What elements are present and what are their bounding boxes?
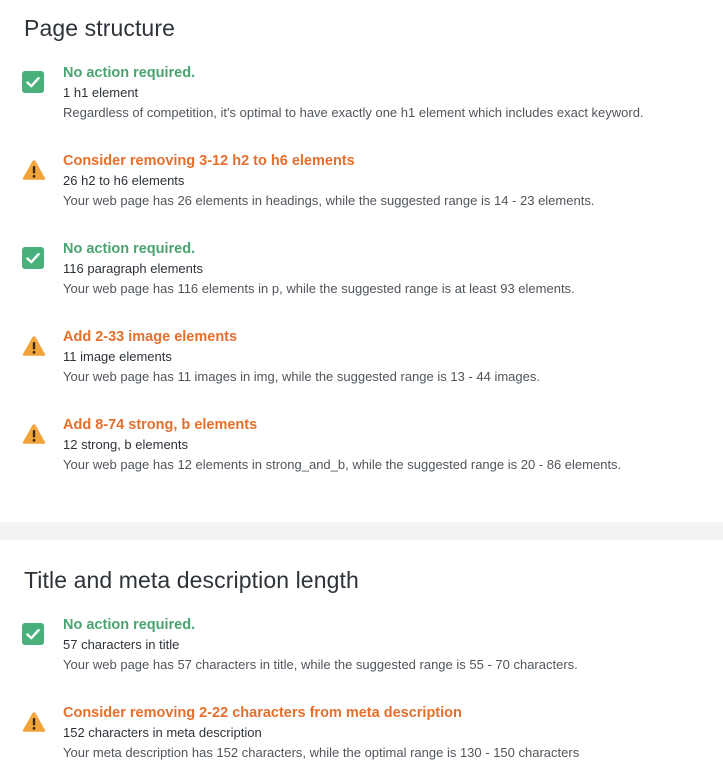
recommendation-detail: Your web page has 26 elements in headings, while the suggested range is 14 - 23 elements. — [63, 193, 595, 208]
warning-icon — [22, 423, 46, 445]
recommendation-count: 57 characters in title — [63, 637, 180, 652]
warning-icon — [22, 335, 46, 357]
meta-length-card — [0, 540, 723, 775]
recommendation-headline: No action required. — [63, 65, 196, 81]
recommendation-strong — [22, 415, 712, 483]
recommendation-count: 116 paragraph elements — [63, 261, 203, 276]
recommendation-detail: Your web page has 12 elements in strong_and_b, while the suggested range is 20 - 86 elements. — [63, 457, 622, 472]
recommendation-title-length — [22, 615, 712, 683]
warning-icon — [22, 711, 46, 733]
recommendation-detail: Your meta description has 152 characters, while the optimal range is 130 - 150 characters — [63, 745, 580, 760]
recommendation-headline: Consider removing 2-22 characters from meta description — [63, 705, 462, 721]
meta-length-title: Title and meta description length — [24, 567, 359, 593]
recommendation-headline: No action required. — [63, 241, 196, 257]
recommendation-detail: Your web page has 11 images in img, while the suggested range is 13 - 44 images. — [63, 369, 540, 384]
page-structure-title: Page structure — [24, 15, 175, 41]
recommendation-images — [22, 327, 712, 395]
recommendation-count: 152 characters in meta description — [63, 725, 262, 740]
recommendation-count: 12 strong, b elements — [63, 437, 189, 452]
check-icon — [22, 247, 46, 269]
recommendation-headline: No action required. — [63, 617, 196, 633]
recommendation-meta-description-length — [22, 703, 712, 771]
recommendation-headline: Consider removing 3-12 h2 to h6 elements — [63, 153, 355, 169]
recommendation-headings — [22, 151, 712, 219]
recommendation-h1 — [22, 63, 712, 131]
recommendation-detail: Your web page has 116 elements in p, while the suggested range is at least 93 elements. — [63, 281, 575, 296]
recommendation-detail: Your web page has 57 characters in title, while the suggested range is 55 - 70 characters. — [63, 657, 578, 672]
recommendation-count: 1 h1 element — [63, 85, 139, 100]
recommendation-headline: Add 8-74 strong, b elements — [63, 417, 258, 433]
check-icon — [22, 623, 46, 645]
check-icon — [22, 71, 46, 93]
warning-icon — [22, 159, 46, 181]
recommendation-detail: Regardless of competition, it's optimal to have exactly one h1 element which includes exact keyword. — [63, 105, 644, 120]
recommendation-paragraphs — [22, 239, 712, 307]
recommendation-count: 11 image elements — [63, 349, 172, 364]
recommendation-headline: Add 2-33 image elements — [63, 329, 238, 345]
recommendation-count: 26 h2 to h6 elements — [63, 173, 185, 188]
